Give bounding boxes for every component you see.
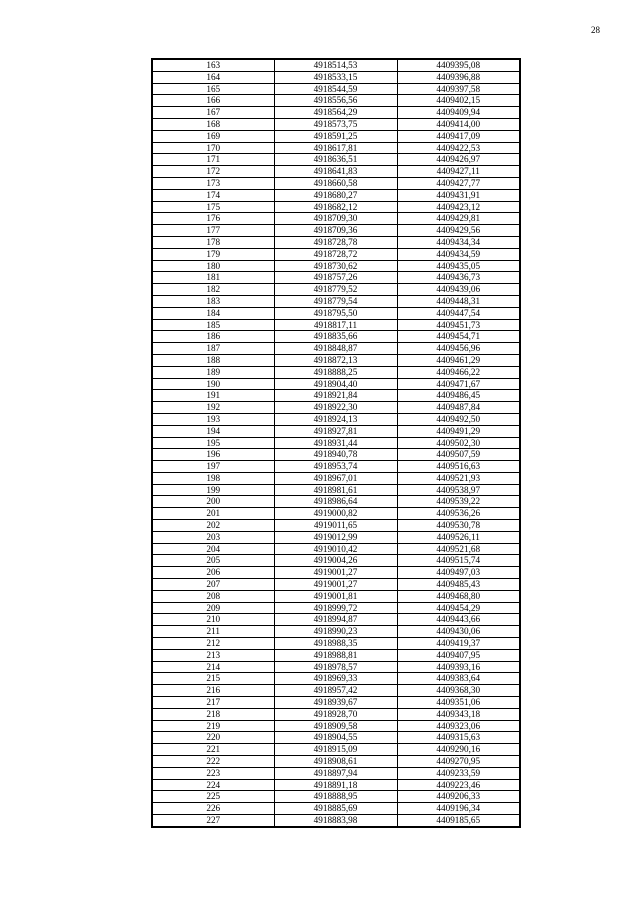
x-coordinate-cell: 4918999,72 xyxy=(274,602,397,614)
x-coordinate-cell: 4918990,23 xyxy=(274,626,397,638)
x-coordinate-cell: 4918888,95 xyxy=(274,791,397,803)
x-coordinate-cell: 4918904,40 xyxy=(274,378,397,390)
table-row xyxy=(152,779,520,791)
y-coordinate-cell: 4409434,34 xyxy=(397,236,520,248)
point-number-cell: 195 xyxy=(152,437,274,449)
table-row xyxy=(152,697,520,709)
table-row xyxy=(152,685,520,697)
x-coordinate-cell: 4918986,64 xyxy=(274,496,397,508)
y-coordinate-cell: 4409430,06 xyxy=(397,626,520,638)
point-number-cell: 224 xyxy=(152,779,274,791)
point-number-cell: 200 xyxy=(152,496,274,508)
y-coordinate-cell: 4409526,11 xyxy=(397,531,520,543)
x-coordinate-cell: 4918939,67 xyxy=(274,697,397,709)
x-coordinate-cell: 4918564,29 xyxy=(274,107,397,119)
point-number-cell: 193 xyxy=(152,413,274,425)
y-coordinate-cell: 4409429,81 xyxy=(397,213,520,225)
coordinates-table xyxy=(151,58,521,828)
x-coordinate-cell: 4918957,42 xyxy=(274,685,397,697)
x-coordinate-cell: 4918922,30 xyxy=(274,402,397,414)
x-coordinate-cell: 4919004,26 xyxy=(274,555,397,567)
y-coordinate-cell: 4409456,96 xyxy=(397,343,520,355)
table-row xyxy=(152,567,520,579)
table-row xyxy=(152,366,520,378)
point-number-cell: 227 xyxy=(152,815,274,827)
point-number-cell: 225 xyxy=(152,791,274,803)
y-coordinate-cell: 4409419,37 xyxy=(397,638,520,650)
point-number-cell: 222 xyxy=(152,756,274,768)
x-coordinate-cell: 4918885,69 xyxy=(274,803,397,815)
point-number-cell: 199 xyxy=(152,484,274,496)
y-coordinate-cell: 4409516,63 xyxy=(397,461,520,473)
table-row xyxy=(152,331,520,343)
x-coordinate-cell: 4918909,58 xyxy=(274,720,397,732)
table-row xyxy=(152,496,520,508)
y-coordinate-cell: 4409487,84 xyxy=(397,402,520,414)
table-row xyxy=(152,260,520,272)
table-row xyxy=(152,543,520,555)
x-coordinate-cell: 4919000,82 xyxy=(274,508,397,520)
x-coordinate-cell: 4918872,13 xyxy=(274,354,397,366)
point-number-cell: 197 xyxy=(152,461,274,473)
x-coordinate-cell: 4919001,81 xyxy=(274,590,397,602)
y-coordinate-cell: 4409436,73 xyxy=(397,272,520,284)
table-row xyxy=(152,437,520,449)
y-coordinate-cell: 4409343,18 xyxy=(397,708,520,720)
table-row xyxy=(152,673,520,685)
table-row xyxy=(152,272,520,284)
point-number-cell: 223 xyxy=(152,767,274,779)
table-row xyxy=(152,626,520,638)
y-coordinate-cell: 4409426,97 xyxy=(397,154,520,166)
y-coordinate-cell: 4409447,54 xyxy=(397,307,520,319)
y-coordinate-cell: 4409521,93 xyxy=(397,472,520,484)
point-number-cell: 191 xyxy=(152,390,274,402)
point-number-cell: 214 xyxy=(152,661,274,673)
table-row xyxy=(152,236,520,248)
table-row xyxy=(152,425,520,437)
y-coordinate-cell: 4409502,30 xyxy=(397,437,520,449)
table-row xyxy=(152,649,520,661)
table-row xyxy=(152,638,520,650)
y-coordinate-cell: 4409196,34 xyxy=(397,803,520,815)
y-coordinate-cell: 4409407,95 xyxy=(397,649,520,661)
table-row xyxy=(152,531,520,543)
table-row xyxy=(152,225,520,237)
y-coordinate-cell: 4409538,97 xyxy=(397,484,520,496)
point-number-cell: 211 xyxy=(152,626,274,638)
x-coordinate-cell: 4918680,27 xyxy=(274,189,397,201)
point-number-cell: 170 xyxy=(152,142,274,154)
x-coordinate-cell: 4919001,27 xyxy=(274,579,397,591)
y-coordinate-cell: 4409206,33 xyxy=(397,791,520,803)
x-coordinate-cell: 4918904,55 xyxy=(274,732,397,744)
point-number-cell: 208 xyxy=(152,590,274,602)
point-number-cell: 177 xyxy=(152,225,274,237)
point-number-cell: 215 xyxy=(152,673,274,685)
x-coordinate-cell: 4918835,66 xyxy=(274,331,397,343)
table-row xyxy=(152,579,520,591)
x-coordinate-cell: 4918908,61 xyxy=(274,756,397,768)
x-coordinate-cell: 4918641,83 xyxy=(274,166,397,178)
y-coordinate-cell: 4409448,31 xyxy=(397,295,520,307)
y-coordinate-cell: 4409395,08 xyxy=(397,59,520,71)
x-coordinate-cell: 4918897,94 xyxy=(274,767,397,779)
y-coordinate-cell: 4409471,67 xyxy=(397,378,520,390)
x-coordinate-cell: 4918883,98 xyxy=(274,815,397,827)
x-coordinate-cell: 4918730,62 xyxy=(274,260,397,272)
point-number-cell: 183 xyxy=(152,295,274,307)
x-coordinate-cell: 4918978,57 xyxy=(274,661,397,673)
table-row xyxy=(152,732,520,744)
x-coordinate-cell: 4918988,35 xyxy=(274,638,397,650)
x-coordinate-cell: 4918757,26 xyxy=(274,272,397,284)
y-coordinate-cell: 4409434,59 xyxy=(397,248,520,260)
table-row xyxy=(152,166,520,178)
x-coordinate-cell: 4918969,33 xyxy=(274,673,397,685)
x-coordinate-cell: 4918924,13 xyxy=(274,413,397,425)
table-row xyxy=(152,130,520,142)
x-coordinate-cell: 4918617,81 xyxy=(274,142,397,154)
x-coordinate-cell: 4918921,84 xyxy=(274,390,397,402)
x-coordinate-cell: 4918779,54 xyxy=(274,295,397,307)
table-row xyxy=(152,390,520,402)
table-row xyxy=(152,484,520,496)
table-row xyxy=(152,520,520,532)
y-coordinate-cell: 4409521,68 xyxy=(397,543,520,555)
x-coordinate-cell: 4918940,78 xyxy=(274,449,397,461)
point-number-cell: 192 xyxy=(152,402,274,414)
x-coordinate-cell: 4918544,59 xyxy=(274,83,397,95)
y-coordinate-cell: 4409515,74 xyxy=(397,555,520,567)
x-coordinate-cell: 4918848,87 xyxy=(274,343,397,355)
point-number-cell: 165 xyxy=(152,83,274,95)
table-row xyxy=(152,602,520,614)
point-number-cell: 187 xyxy=(152,343,274,355)
y-coordinate-cell: 4409429,56 xyxy=(397,225,520,237)
y-coordinate-cell: 4409431,91 xyxy=(397,189,520,201)
point-number-cell: 206 xyxy=(152,567,274,579)
y-coordinate-cell: 4409396,88 xyxy=(397,71,520,83)
point-number-cell: 221 xyxy=(152,744,274,756)
point-number-cell: 226 xyxy=(152,803,274,815)
point-number-cell: 168 xyxy=(152,118,274,130)
table-row xyxy=(152,590,520,602)
point-number-cell: 219 xyxy=(152,720,274,732)
table-row xyxy=(152,154,520,166)
x-coordinate-cell: 4918795,50 xyxy=(274,307,397,319)
x-coordinate-cell: 4918636,51 xyxy=(274,154,397,166)
x-coordinate-cell: 4918994,87 xyxy=(274,614,397,626)
point-number-cell: 207 xyxy=(152,579,274,591)
x-coordinate-cell: 4918660,58 xyxy=(274,177,397,189)
y-coordinate-cell: 4409461,29 xyxy=(397,354,520,366)
x-coordinate-cell: 4918928,70 xyxy=(274,708,397,720)
point-number-cell: 218 xyxy=(152,708,274,720)
x-coordinate-cell: 4918915,09 xyxy=(274,744,397,756)
table-row xyxy=(152,661,520,673)
point-number-cell: 186 xyxy=(152,331,274,343)
y-coordinate-cell: 4409409,94 xyxy=(397,107,520,119)
table-row xyxy=(152,815,520,827)
table-row xyxy=(152,402,520,414)
point-number-cell: 174 xyxy=(152,189,274,201)
table-row xyxy=(152,343,520,355)
point-number-cell: 189 xyxy=(152,366,274,378)
y-coordinate-cell: 4409539,22 xyxy=(397,496,520,508)
y-coordinate-cell: 4409402,15 xyxy=(397,95,520,107)
y-coordinate-cell: 4409497,03 xyxy=(397,567,520,579)
x-coordinate-cell: 4919010,42 xyxy=(274,543,397,555)
y-coordinate-cell: 4409451,73 xyxy=(397,319,520,331)
y-coordinate-cell: 4409233,59 xyxy=(397,767,520,779)
x-coordinate-cell: 4918591,25 xyxy=(274,130,397,142)
point-number-cell: 210 xyxy=(152,614,274,626)
y-coordinate-cell: 4409270,95 xyxy=(397,756,520,768)
y-coordinate-cell: 4409443,66 xyxy=(397,614,520,626)
x-coordinate-cell: 4918927,81 xyxy=(274,425,397,437)
x-coordinate-cell: 4918888,25 xyxy=(274,366,397,378)
table-row xyxy=(152,756,520,768)
y-coordinate-cell: 4409397,58 xyxy=(397,83,520,95)
table-row xyxy=(152,142,520,154)
table-row xyxy=(152,720,520,732)
y-coordinate-cell: 4409491,29 xyxy=(397,425,520,437)
table-row xyxy=(152,378,520,390)
point-number-cell: 179 xyxy=(152,248,274,260)
table-row xyxy=(152,614,520,626)
y-coordinate-cell: 4409414,00 xyxy=(397,118,520,130)
table-row xyxy=(152,213,520,225)
y-coordinate-cell: 4409323,06 xyxy=(397,720,520,732)
table-row xyxy=(152,744,520,756)
point-number-cell: 185 xyxy=(152,319,274,331)
x-coordinate-cell: 4918556,56 xyxy=(274,95,397,107)
point-number-cell: 188 xyxy=(152,354,274,366)
y-coordinate-cell: 4409486,45 xyxy=(397,390,520,402)
point-number-cell: 181 xyxy=(152,272,274,284)
y-coordinate-cell: 4409351,06 xyxy=(397,697,520,709)
table-row xyxy=(152,248,520,260)
table-row xyxy=(152,413,520,425)
point-number-cell: 190 xyxy=(152,378,274,390)
y-coordinate-cell: 4409427,11 xyxy=(397,166,520,178)
y-coordinate-cell: 4409466,22 xyxy=(397,366,520,378)
y-coordinate-cell: 4409427,77 xyxy=(397,177,520,189)
x-coordinate-cell: 4918953,74 xyxy=(274,461,397,473)
y-coordinate-cell: 4409485,43 xyxy=(397,579,520,591)
y-coordinate-cell: 4409383,64 xyxy=(397,673,520,685)
point-number-cell: 209 xyxy=(152,602,274,614)
table-row xyxy=(152,767,520,779)
point-number-cell: 205 xyxy=(152,555,274,567)
x-coordinate-cell: 4919011,65 xyxy=(274,520,397,532)
point-number-cell: 173 xyxy=(152,177,274,189)
x-coordinate-cell: 4918891,18 xyxy=(274,779,397,791)
x-coordinate-cell: 4919001,27 xyxy=(274,567,397,579)
point-number-cell: 203 xyxy=(152,531,274,543)
point-number-cell: 184 xyxy=(152,307,274,319)
point-number-cell: 213 xyxy=(152,649,274,661)
y-coordinate-cell: 4409507,59 xyxy=(397,449,520,461)
table-row xyxy=(152,708,520,720)
table-row xyxy=(152,354,520,366)
table-row xyxy=(152,461,520,473)
y-coordinate-cell: 4409423,12 xyxy=(397,201,520,213)
point-number-cell: 202 xyxy=(152,520,274,532)
y-coordinate-cell: 4409223,46 xyxy=(397,779,520,791)
y-coordinate-cell: 4409439,06 xyxy=(397,284,520,296)
point-number-cell: 166 xyxy=(152,95,274,107)
point-number-cell: 194 xyxy=(152,425,274,437)
x-coordinate-cell: 4918709,36 xyxy=(274,225,397,237)
x-coordinate-cell: 4918779,52 xyxy=(274,284,397,296)
point-number-cell: 169 xyxy=(152,130,274,142)
point-number-cell: 201 xyxy=(152,508,274,520)
y-coordinate-cell: 4409290,16 xyxy=(397,744,520,756)
x-coordinate-cell: 4918967,01 xyxy=(274,472,397,484)
point-number-cell: 175 xyxy=(152,201,274,213)
table-row xyxy=(152,177,520,189)
point-number-cell: 172 xyxy=(152,166,274,178)
table-row xyxy=(152,71,520,83)
page-number: 28 xyxy=(591,25,600,35)
point-number-cell: 180 xyxy=(152,260,274,272)
y-coordinate-cell: 4409492,50 xyxy=(397,413,520,425)
table-row xyxy=(152,95,520,107)
table-row xyxy=(152,449,520,461)
x-coordinate-cell: 4918573,75 xyxy=(274,118,397,130)
table-row xyxy=(152,284,520,296)
y-coordinate-cell: 4409454,71 xyxy=(397,331,520,343)
x-coordinate-cell: 4918514,53 xyxy=(274,59,397,71)
table-row xyxy=(152,59,520,71)
x-coordinate-cell: 4918817,11 xyxy=(274,319,397,331)
y-coordinate-cell: 4409422,53 xyxy=(397,142,520,154)
point-number-cell: 196 xyxy=(152,449,274,461)
y-coordinate-cell: 4409417,09 xyxy=(397,130,520,142)
point-number-cell: 176 xyxy=(152,213,274,225)
y-coordinate-cell: 4409530,78 xyxy=(397,520,520,532)
point-number-cell: 212 xyxy=(152,638,274,650)
x-coordinate-cell: 4918682,12 xyxy=(274,201,397,213)
point-number-cell: 216 xyxy=(152,685,274,697)
y-coordinate-cell: 4409536,26 xyxy=(397,508,520,520)
table-row xyxy=(152,307,520,319)
point-number-cell: 217 xyxy=(152,697,274,709)
point-number-cell: 220 xyxy=(152,732,274,744)
table-row xyxy=(152,319,520,331)
table-row xyxy=(152,118,520,130)
x-coordinate-cell: 4919012,99 xyxy=(274,531,397,543)
point-number-cell: 167 xyxy=(152,107,274,119)
y-coordinate-cell: 4409435,05 xyxy=(397,260,520,272)
x-coordinate-cell: 4918728,72 xyxy=(274,248,397,260)
y-coordinate-cell: 4409185,65 xyxy=(436,815,481,825)
y-coordinate-cell: 4409468,80 xyxy=(397,590,520,602)
y-coordinate-cell: 4409315,63 xyxy=(397,732,520,744)
table-row xyxy=(152,508,520,520)
x-coordinate-cell: 4918533,15 xyxy=(274,71,397,83)
table-row xyxy=(152,472,520,484)
table-row xyxy=(152,201,520,213)
table-row xyxy=(152,189,520,201)
point-number-cell: 204 xyxy=(152,543,274,555)
x-coordinate-cell: 4918931,44 xyxy=(274,437,397,449)
table-row xyxy=(152,295,520,307)
x-coordinate-cell: 4918709,30 xyxy=(274,213,397,225)
y-coordinate-cell: 4409368,30 xyxy=(397,685,520,697)
table-row xyxy=(152,791,520,803)
point-number-cell: 178 xyxy=(152,236,274,248)
x-coordinate-cell: 4918728,78 xyxy=(274,236,397,248)
point-number-cell: 163 xyxy=(152,59,274,71)
point-number-cell: 171 xyxy=(152,154,274,166)
x-coordinate-cell: 4918988,81 xyxy=(274,649,397,661)
coordinates-table-body xyxy=(152,59,520,827)
point-number-cell: 182 xyxy=(152,284,274,296)
table-row xyxy=(152,803,520,815)
y-coordinate-cell: 4409454,29 xyxy=(397,602,520,614)
table-row xyxy=(152,107,520,119)
point-number-cell: 198 xyxy=(152,472,274,484)
x-coordinate-cell: 4918981,61 xyxy=(274,484,397,496)
point-number-cell: 164 xyxy=(152,71,274,83)
table-row xyxy=(152,83,520,95)
table-row xyxy=(152,555,520,567)
y-coordinate-cell: 4409393,16 xyxy=(397,661,520,673)
